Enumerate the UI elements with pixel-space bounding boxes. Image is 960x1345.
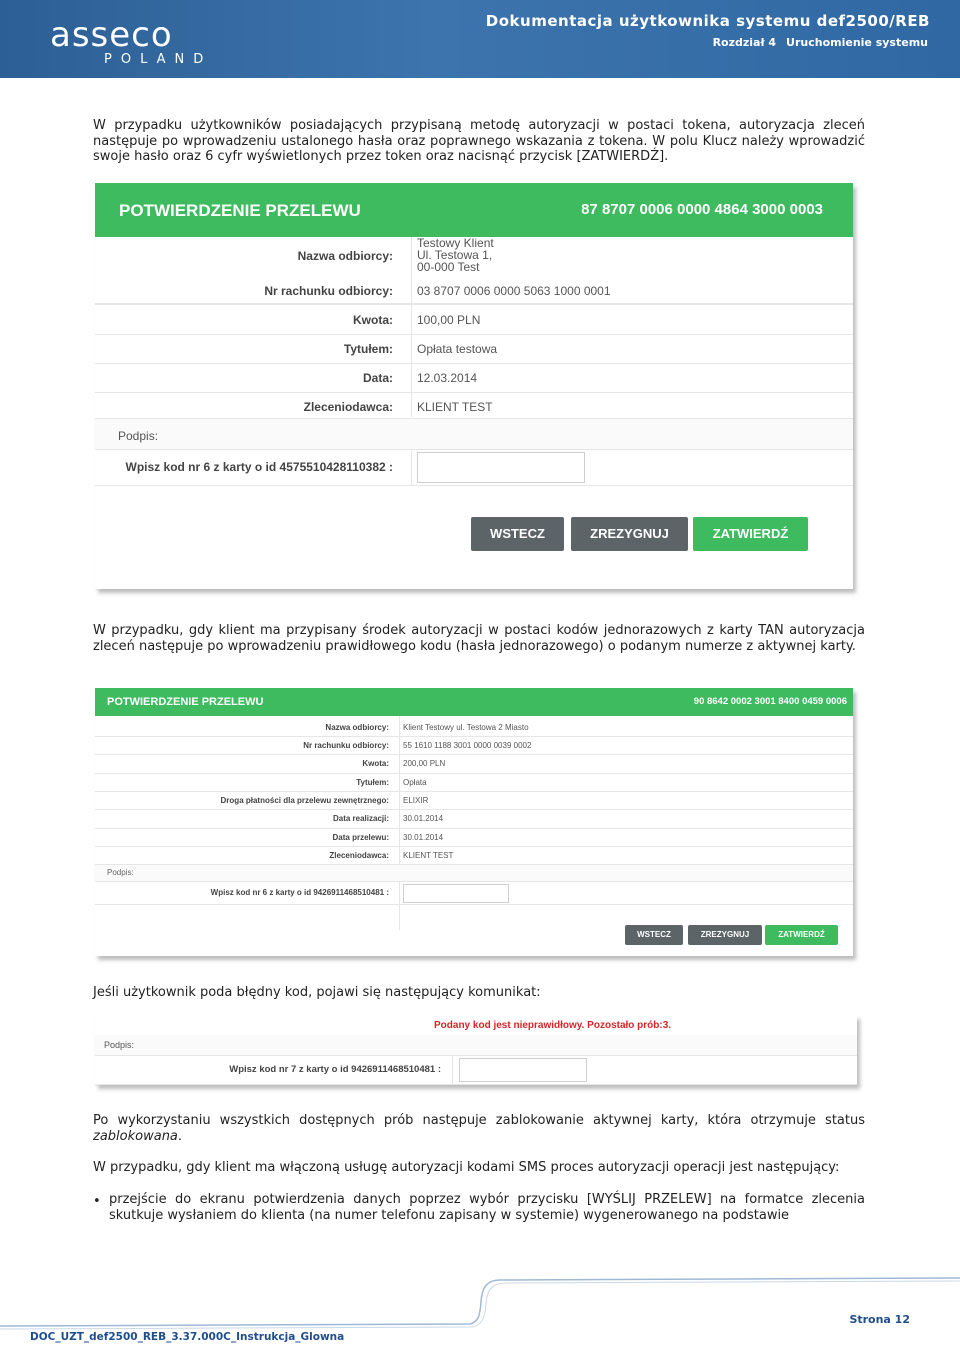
signature-label: Podpis: <box>107 868 134 877</box>
row-transfer-date <box>95 828 853 847</box>
paragraph-tan: W przypadku, gdy klient ma przypisany środek autoryzacji w postaci kodów jednorazowych z karty TAN autoryzacja zleceń następuje po wprowadzeniu prawidłowego kodu (hasła jednorazowego) o podanym numerze z aktywnej karty. <box>93 623 865 654</box>
code-row <box>95 882 853 905</box>
cancel-button[interactable]: ZREZYGNUJ <box>688 925 762 945</box>
cancel-button[interactable]: ZREZYGNUJ <box>571 517 688 551</box>
panel-title: POTWIERDZENIE PRZELEWU <box>119 201 361 220</box>
code-input[interactable] <box>403 884 509 903</box>
signature-label: Podpis: <box>104 1040 135 1050</box>
bullet-marker: • <box>93 1194 101 1209</box>
row-value: 12.03.2014 <box>417 371 478 385</box>
code-label: Wpisz kod nr 6 z karty o id 4575510428110382 : <box>125 460 393 474</box>
row-title <box>95 334 853 364</box>
page-number: Strona 12 <box>849 1313 910 1326</box>
row-value: 100,00 PLN <box>417 313 481 327</box>
signature-section <box>95 865 853 882</box>
status-blocked: zablokowana <box>93 1128 178 1144</box>
document-title: Dokumentacja użytkownika systemu def2500/REB <box>485 12 930 30</box>
company-logo-subtitle: POLAND <box>104 52 213 67</box>
panel-title: POTWIERDZENIE PRZELEWU <box>107 696 264 708</box>
row-label: Kwota: <box>353 313 393 327</box>
row-label: Zleceniodawca: <box>329 851 389 860</box>
row-label: Droga płatności dla przelewu zewnętrznego: <box>220 796 389 805</box>
column-divider <box>452 1056 453 1084</box>
paragraph-wrong-code: Jeśli użytkownik poda błędny kod, pojawi się następujący komunikat: <box>93 985 541 1000</box>
signature-section <box>95 419 853 450</box>
code-label: Wpisz kod nr 6 z karty o id 9426911468510481 : <box>210 888 389 897</box>
panel-title-bar <box>95 688 853 716</box>
row-label: Tytułem: <box>343 342 393 356</box>
text-run: . <box>177 1128 183 1144</box>
row-title <box>95 773 853 792</box>
signature-section <box>95 1035 857 1056</box>
text-run: Po wykorzystaniu wszystkich dostępnych prób następuje zablokowanie aktywnej karty, która otrzymuje status <box>93 1113 865 1128</box>
code-row <box>95 449 853 486</box>
error-panel <box>95 1015 857 1085</box>
row-label: Data realizacji: <box>332 814 389 823</box>
row-value: Klient Testowy ul. Testowa 2 Miasto <box>403 723 529 732</box>
row-value: 200,00 PLN <box>403 759 446 768</box>
row-value: Opłata <box>403 778 427 787</box>
row-date <box>95 363 853 393</box>
signature-label: Podpis: <box>118 429 159 443</box>
confirmation-panel-tan <box>95 688 853 956</box>
row-value: ELIXIR <box>403 796 429 805</box>
row-recipient-name <box>95 718 853 737</box>
row-value: KLIENT TEST <box>403 851 454 860</box>
error-message: Podany kod jest nieprawidłowy. Pozostało prób:3. <box>434 1020 672 1031</box>
page-header <box>0 0 960 78</box>
back-button[interactable]: WSTECZ <box>625 925 683 945</box>
row-label: Data: <box>362 371 393 385</box>
row-value: 55 1610 1188 3001 0000 0039 0002 <box>403 741 532 750</box>
row-label: Data przelewu: <box>332 833 389 842</box>
chapter-title: Uruchomienie systemu <box>786 36 928 49</box>
row-recipient-account <box>95 736 853 755</box>
row-value: 30.01.2014 <box>403 814 444 823</box>
paragraph-card-blocked <box>93 1113 865 1144</box>
code-input[interactable] <box>417 452 585 483</box>
paragraph-sms: W przypadku, gdy klient ma włączoną usługę autoryzacji kodami SMS proces autoryzacji operacji jest następujący: <box>93 1160 840 1175</box>
row-label: Kwota: <box>362 759 389 768</box>
account-number: 87 8707 0006 0000 4864 3000 0003 <box>581 201 823 218</box>
row-label: Zleceniodawca: <box>303 400 393 414</box>
row-payment-route <box>95 791 853 810</box>
code-row <box>95 1056 857 1085</box>
company-logo: asseco <box>50 15 173 55</box>
row-amount <box>95 754 853 774</box>
row-value: Testowy Klient Ul. Testowa 1, 00-000 Test <box>417 236 494 274</box>
row-label: Nazwa odbiorcy: <box>297 249 393 263</box>
row-label: Tytułem: <box>356 778 389 787</box>
account-number: 90 8642 0002 3001 8400 0459 0006 <box>693 696 847 707</box>
row-execution-date <box>95 809 853 829</box>
row-label: Nr rachunku odbiorcy: <box>264 284 393 298</box>
row-label: Nazwa odbiorcy: <box>325 723 389 732</box>
row-orderer <box>95 392 853 419</box>
document-id: DOC_UZT_def2500_REB_3.37.000C_Instrukcja_Glowna <box>30 1331 345 1343</box>
back-button[interactable]: WSTECZ <box>471 517 564 551</box>
list-item: przejście do ekranu potwierdzenia danych poprzez wybór przycisku [WYŚLIJ PRZELEW] na formatce zlecenia skutkuje wysłaniem do klienta (na numer telefonu zapisany w systemie) wygenerowanego na podstawie <box>109 1192 865 1223</box>
confirm-button[interactable]: ZATWIERDŹ <box>693 517 808 551</box>
code-input[interactable] <box>459 1058 587 1082</box>
chapter-number: Rozdział 4 <box>712 36 777 49</box>
row-orderer <box>95 846 853 865</box>
row-label: Nr rachunku odbiorcy: <box>303 741 389 750</box>
row-amount <box>95 305 853 335</box>
footer-decoration <box>0 1272 960 1332</box>
row-recipient-account <box>95 276 853 305</box>
confirmation-panel-token <box>95 183 853 589</box>
paragraph-token: W przypadku użytkowników posiadających przypisaną metodę autoryzacji w postaci tokena, autoryzacja zleceń następuje po wprowadzeniu ustalonego hasła oraz poprawnego wskazania z tokena. W polu Klucz należy wprowadzić swoje hasło oraz 6 cyfr wyświetlonych przez token oraz nacisnąć przycisk [ZATWIERDŹ]. <box>93 118 865 164</box>
code-label: Wpisz kod nr 7 z karty o id 9426911468510481 : <box>229 1064 441 1075</box>
confirm-button[interactable]: ZATWIERDŹ <box>765 925 838 945</box>
panel-title-bar <box>95 183 853 237</box>
chapter-heading <box>703 36 928 49</box>
row-value: 03 8707 0006 0000 5063 1000 0001 <box>417 284 611 298</box>
row-value: 30.01.2014 <box>403 833 444 842</box>
row-value: KLIENT TEST <box>417 400 493 414</box>
row-value: Opłata testowa <box>417 342 498 356</box>
column-divider <box>411 449 412 485</box>
